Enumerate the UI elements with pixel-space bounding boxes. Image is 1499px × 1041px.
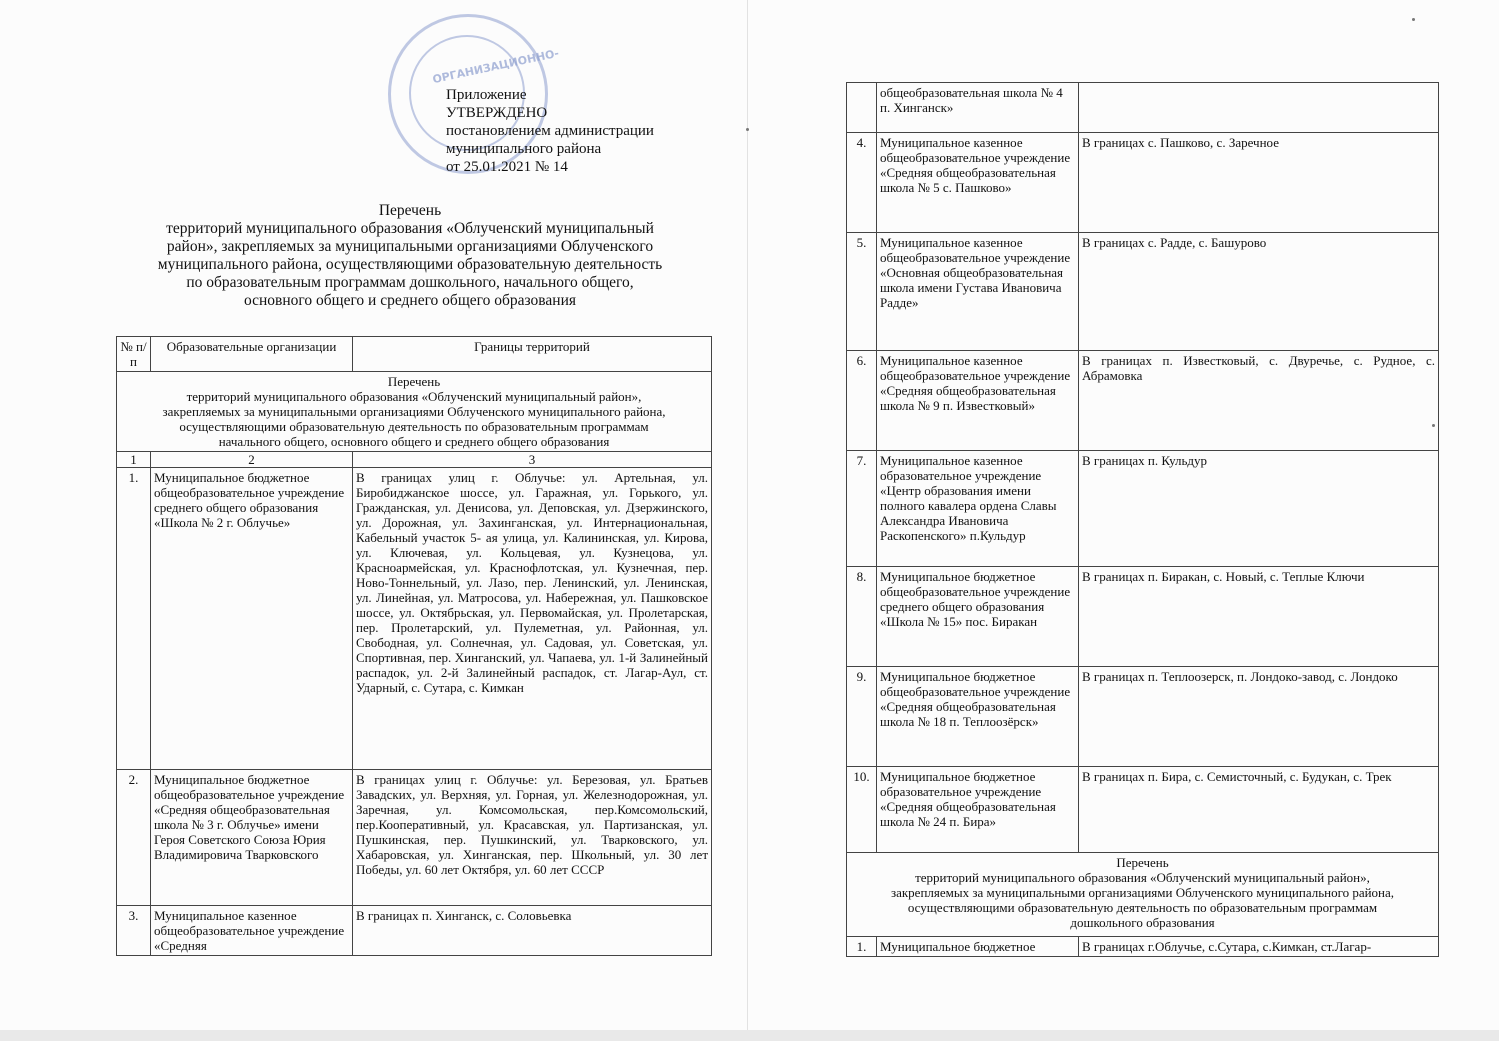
row-number: 5. [847,233,877,351]
row-boundaries: В границах п. Бира, с. Семисточный, с. Будукан, с. Трек [1079,767,1439,853]
title-line: территорий муниципального образования «Облученский муниципальный [166,220,654,237]
row-organization: Муниципальное бюджетное общеобразовательное учреждение среднего общего образования «Школа № 2 г. Облучье» [151,468,353,770]
table-row [117,906,712,956]
row-boundaries: В границах с. Пашково, с. Заречное [1079,133,1439,233]
approval-line-approved: УТВЕРЖДЕНО [446,105,548,121]
row-organization: Муниципальное казенное общеобразовательное учреждение «Средняя [151,906,353,956]
row-organization: Муниципальное бюджетное общеобразовательное учреждение «Средняя общеобразовательная школа № 3 г. Облучье» имени Героя Советского Союза Юрия Владимировича Тварковского [151,770,353,906]
scan-speck [1432,424,1435,427]
section-line: осуществляющими образовательную деятельность по образовательным программам [907,900,1378,915]
row-number: 2. [117,770,151,906]
title-line: основного общего и среднего общего образования [243,292,576,309]
row-number: 6. [847,351,877,451]
section-line: закрепляемых за муниципальными организациями Облученского муниципального района, [162,404,666,419]
section-heading-preschool [847,853,1439,937]
table-header-row [117,337,712,372]
table-row [847,937,1439,957]
scan-speck [746,128,749,131]
stamp-lettering: ОРГАНИЗАЦИОННО- [431,46,561,87]
territories-table-right [846,82,1439,957]
row-boundaries: В границах с. Радде, с. Башурово [1079,233,1439,351]
document-title [120,202,700,310]
title-line: муниципального района, осуществляющими образовательную деятельность [157,256,663,273]
row-organization: Муниципальное казенное образовательное учреждение «Центр образования имени полного кавалера ордена Славы Александра Ивановича Раскопенского» п.Кульдур [877,451,1079,567]
table-row [847,233,1439,351]
section-line: начального общего, основного общего и среднего общего образования [218,434,610,449]
row-organization: Муниципальное бюджетное образовательное учреждение «Средняя общеобразовательная школа № 24 п. Бира» [877,767,1079,853]
table-row [117,468,712,770]
row-number: 7. [847,451,877,567]
row-boundaries: В границах п. Кульдур [1079,451,1439,567]
row-number: 1. [117,468,151,770]
row-number: 10. [847,767,877,853]
scan-bottom-edge [0,1030,1499,1041]
row-organization: Муниципальное казенное общеобразовательное учреждение «Средняя общеобразовательная школа № 9 п. Известковый» [877,351,1079,451]
row-boundaries: В границах п. Теплоозерск, п. Лондоко-завод, с. Лондоко [1079,667,1439,767]
row-organization: Муниципальное бюджетное [877,937,1079,957]
row-number: 3. [117,906,151,956]
table-row [847,133,1439,233]
row-number: 9. [847,667,877,767]
row-boundaries: В границах п. Биракан, с. Новый, с. Теплые Ключи [1079,567,1439,667]
territories-table-left [116,336,712,956]
section-line: территорий муниципального образования «Облученский муниципальный район», [186,389,642,404]
row-boundaries: В границах улиц г. Облучье: ул. Артельная, ул. Биробиджанское шоссе, ул. Гаражная, ул. Горького, ул. Гражданская, ул. Денисова, ул. Деповская, ул. Дзержинского, ул. Дорожная, ул. Захинганская, ул. Интернациональная, Кабельный участок 5- ая улица, ул. Калининская, ул. Кирова, ул. Ключевая, ул. Кольцевая, ул. Кузнецова, ул. Красноармейская, ул. Краснофлотская, ул. Кузнечная, пер. Ново-Тоннельный, ул. Лазо, пер. Ленинский, ул. Ленинская, ул. Линейная, ул. Матросова, ул. Набережная, ул. Пашковское шоссе, ул. Октябрьская, ул. Первомайская, ул. Пролетарская, пер. Пролетарский, ул. Пулеметная, ул. Районная, ул. Свободная, ул. Солнечная, ул. Садовая, ул. Советская, ул. Спортивная, пер. Хинганский, ул. Чапаева, ул. 1-й Залинейный распадок, ул. 2-й Залинейный распадок, ст. Лагар-Аул, ст. Ударный, с. Сутара, с. Кимкан [353,468,712,770]
row-boundaries: В границах г.Облучье, с.Сутара, с.Кимкан, ст.Лагар- [1079,937,1439,957]
header-organizations: Образовательные организации [151,337,353,372]
title-line: район», закрепляемых за муниципальными организациями Облученского [166,238,654,255]
section-line: Перечень [387,374,441,389]
title-line: по образовательным программам дошкольного, начального общего, [186,274,634,291]
row-boundaries: В границах п. Известковый, с. Двуречье, с. Рудное, с. Абрамовка [1079,351,1439,451]
scan-speck [1412,18,1415,21]
row-boundaries [1079,83,1439,133]
row-boundaries: В границах улиц г. Облучье: ул. Березовая, ул. Братьев Завадских, ул. Верхняя, ул. Горная, ул. Железнодорожная, ул. Заречная, ул. Комсомольская, пер.Комсомольский, пер.Кооперативный, ул. Красавская, ул. Партизанская, ул. Пушкинская, пер. Пушкинский, ул. Тварковского, ул. Хабаровская, ул. Хинганская, пер. Школьный, ул. 30 лет Победы, ул. 60 лет Октября, ул. 60 лет СССР [353,770,712,906]
row-number: 4. [847,133,877,233]
column-number-row [117,452,712,468]
row-number: 1. [847,937,877,957]
approval-block [446,86,654,176]
header-number: № п/п [117,337,151,372]
section-line: Перечень [1116,855,1169,870]
column-number: 2 [151,452,353,468]
section-line: осуществляющими образовательную деятельность по образовательным программам [179,419,649,434]
row-organization: Муниципальное бюджетное общеобразовательное учреждение «Средняя общеобразовательная школа № 18 п. Теплоозёрск» [877,667,1079,767]
row-boundaries: В границах п. Хинганск, с. Соловьевка [353,906,712,956]
section-line: дошкольного образования [1070,915,1215,930]
row-number: 8. [847,567,877,667]
header-boundaries: Границы территорий [353,337,712,372]
approval-line-district: муниципального района [446,141,602,157]
section-heading-general [117,372,712,452]
table-row [847,451,1439,567]
row-number [847,83,877,133]
section-heading-row [117,372,712,452]
row-organization: Муниципальное бюджетное общеобразовательное учреждение среднего общего образования «Школа № 15» пос. Биракан [877,567,1079,667]
table-row [847,767,1439,853]
approval-line-resolution: постановлением администрации [446,123,654,139]
table-row [847,667,1439,767]
approval-line-date-number: от 25.01.2021 № 14 [446,159,568,175]
table-row [117,770,712,906]
section-line: территорий муниципального образования «Облученский муниципальный район», [915,870,1370,885]
table-row [847,83,1439,133]
column-number: 3 [353,452,712,468]
column-number: 1 [117,452,151,468]
table-row [847,567,1439,667]
title-line: Перечень [378,202,442,219]
row-organization: Муниципальное казенное общеобразовательное учреждение «Основная общеобразовательная школа имени Густава Ивановича Радде» [877,233,1079,351]
section-heading-row [847,853,1439,937]
page-divider [747,0,748,1030]
row-organization: Муниципальное казенное общеобразовательное учреждение «Средняя общеобразовательная школа № 5 с. Пашково» [877,133,1079,233]
row-organization: общеобразовательная школа № 4 п. Хинганск» [877,83,1079,133]
approval-line-annex: Приложение [446,87,527,103]
section-line: закрепляемых за муниципальными организациями Облученского муниципального района, [890,885,1395,900]
table-row [847,351,1439,451]
